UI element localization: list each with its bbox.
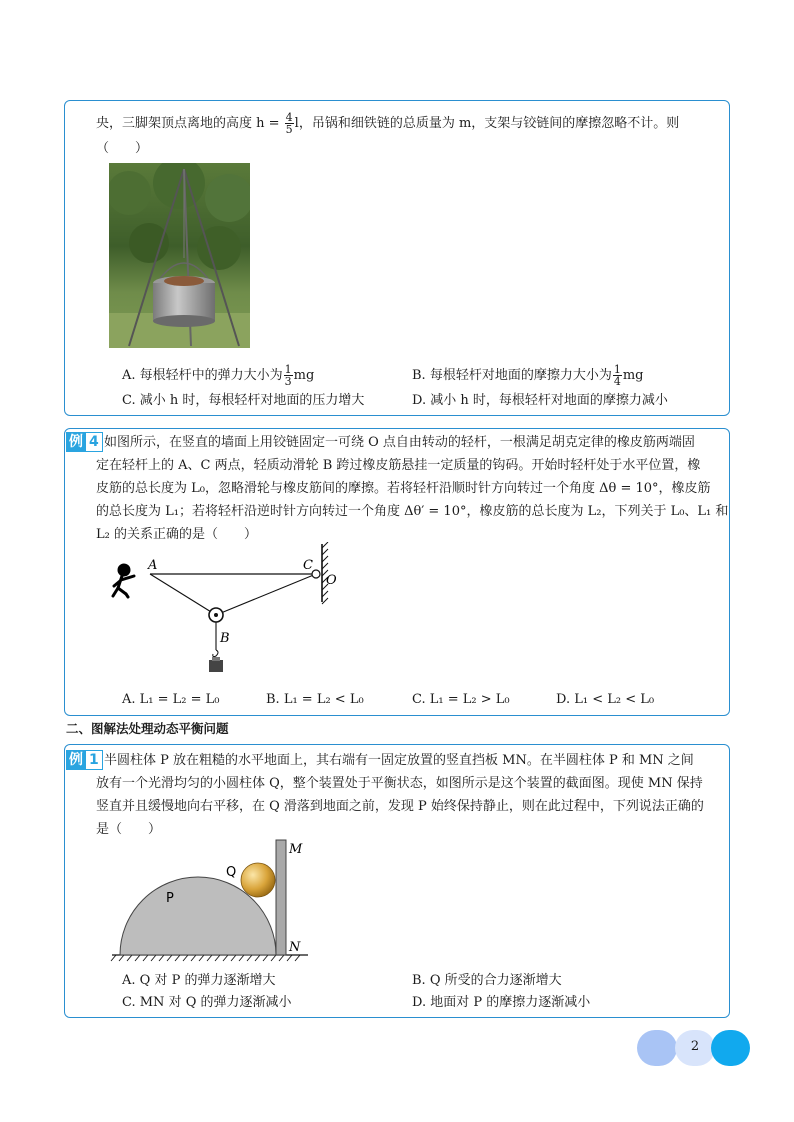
question-top-line1: 央，三脚架顶点离地的高度 h = $\frac{4}{5}$ l，吊锅和细铁链的总质量为 m，支架与铰链间的摩擦忽略不计。则 — [96, 111, 680, 136]
example-4-option-c: C. L₁ = L₂ > L₀ — [412, 692, 510, 707]
option-top-b: B. 每根轻杆对地面的摩擦力大小为 $\frac{1}{4}$ mg — [412, 363, 644, 388]
option-top-d: D. 减小 h 时，每根轻杆对地面的摩擦力减小 — [412, 393, 668, 408]
half-cylinder-diagram — [108, 836, 318, 964]
label-q: Q — [226, 865, 237, 880]
example-4-option-d: D. L₁ < L₂ < L₀ — [556, 692, 655, 707]
section-heading: 二、图解法处理动态平衡问题 — [66, 721, 229, 736]
label-p: P — [166, 891, 174, 906]
page-badge-left — [637, 1030, 677, 1066]
label-m: M — [289, 842, 303, 857]
label-c: C — [303, 558, 313, 573]
example-1-line4: 是（ ） — [96, 822, 162, 837]
label-a: A — [148, 558, 158, 573]
example-1-tag: 例 1 — [66, 750, 103, 770]
page-badge-right — [711, 1030, 750, 1066]
example-1-option-b: B. Q 所受的合力逐渐增大 — [412, 973, 562, 988]
option-top-a: A. 每根轻杆中的弹力大小为 $\frac{1}{3}$ mg — [122, 363, 315, 388]
example-1-option-d: D. 地面对 P 的摩擦力逐渐减小 — [412, 995, 591, 1010]
example-1-option-c: C. MN 对 Q 的弹力逐渐减小 — [122, 995, 292, 1010]
fraction-1-3: $\frac{1}{3}$ — [284, 363, 292, 388]
option-top-c: C. 减小 h 时，每根轻杆对地面的压力增大 — [122, 393, 365, 408]
example-4-line2: 定在轻杆上的 A、C 两点，轻质动滑轮 B 跨过橡皮筋悬挂一定质量的钩码。开始时轻杆处于水平位置，橡 — [96, 458, 701, 473]
example-4-option-b: B. L₁ = L₂ < L₀ — [266, 692, 364, 707]
fraction-4-5: $\frac{4}{5}$ — [285, 111, 293, 136]
example-4-line4: 的总长度为 L₁；若将轻杆沿逆时针方向转过一个角度 Δθ′ = 10°，橡皮筋的总长度为 L₂，下列关于 L₀、L₁ 和 — [96, 504, 729, 519]
example-4-line1: 如图所示，在竖直的墙面上用铰链固定一可绕 O 点自由转动的轻杆，一根满足胡克定律的橡皮筋两端固 — [104, 435, 695, 450]
stick-figure-icon — [113, 565, 134, 597]
page-number: 2 — [690, 1039, 700, 1054]
example-1-line2: 放有一个光滑均匀的小圆柱体 Q，整个装置处于平衡状态，如图所示是这个装置的截面图。现使 MN 保持 — [96, 776, 703, 791]
example-1-line1: 半圆柱体 P 放在粗糙的水平地面上，其右端有一固定放置的竖直挡板 MN。在半圆柱体 P 和 MN 之间 — [104, 753, 694, 768]
example-1-option-a: A. Q 对 P 的弹力逐渐增大 — [122, 973, 276, 988]
question-top-paren: （ ） — [96, 141, 149, 156]
example-4-tag: 例 4 — [66, 432, 103, 452]
tripod-pot-photo — [109, 163, 250, 348]
example-1-line3: 竖直并且缓慢地向右平移，在 Q 滑落到地面之前，发现 P 始终保持静止，则在此过程中，下列说法正确的 — [96, 799, 704, 814]
example-4-option-a: A. L₁ = L₂ = L₀ — [122, 692, 220, 707]
label-b: B — [220, 631, 230, 646]
label-o: O — [326, 573, 337, 588]
label-n: N — [289, 940, 301, 955]
rubber-band-pulley-diagram — [104, 542, 354, 682]
example-4-line5: L₂ 的关系正确的是（ ） — [96, 527, 257, 542]
example-4-line3: 皮筋的总长度为 L₀，忽略滑轮与橡皮筋间的摩擦。若将轻杆沿顺时针方向转过一个角度 Δθ = 10°，橡皮筋 — [96, 481, 711, 496]
fraction-1-4: $\frac{1}{4}$ — [613, 363, 621, 388]
